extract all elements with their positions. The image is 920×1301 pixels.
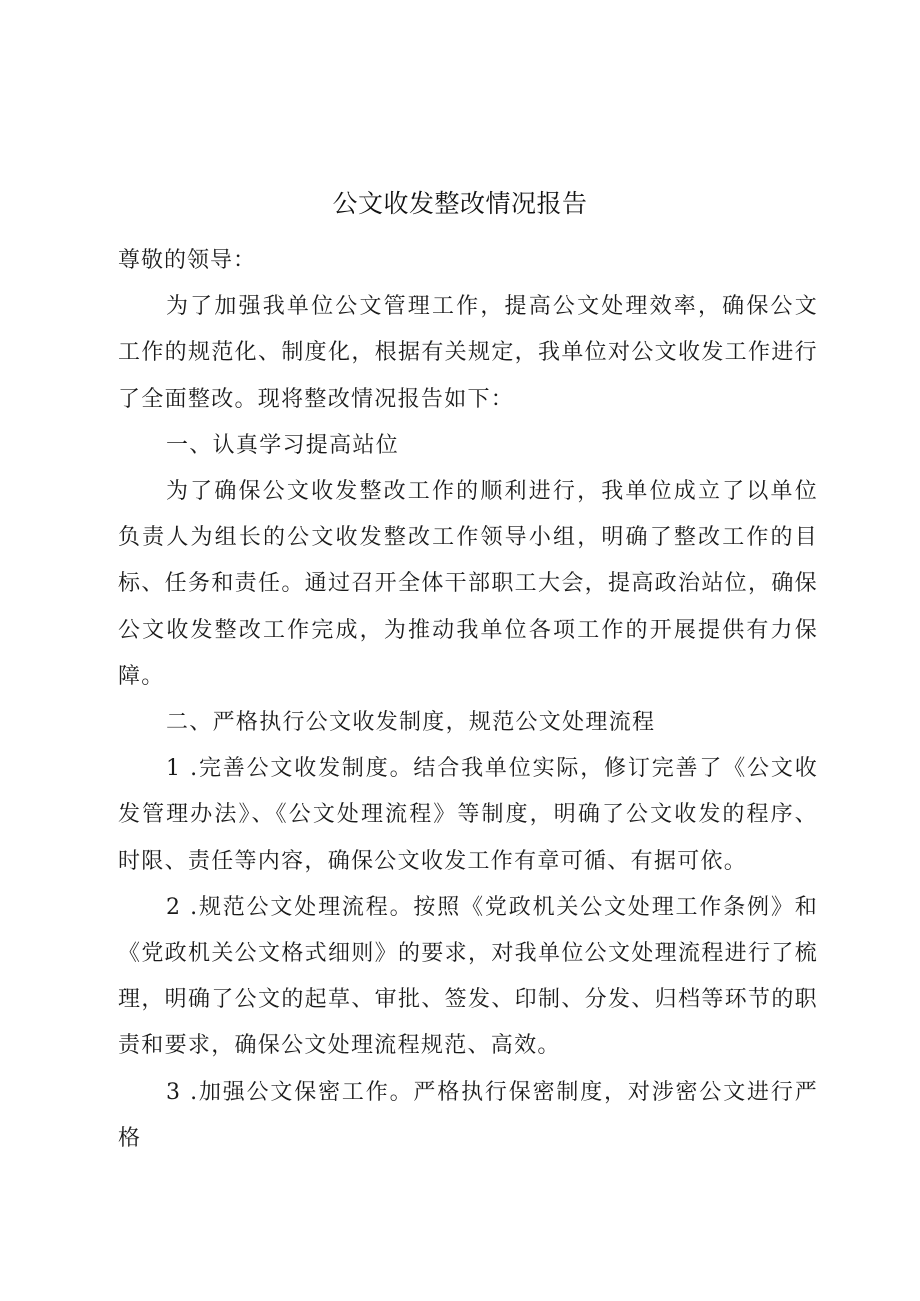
paragraph-section-1: 为了确保公文收发整改工作的顺利进行，我单位成立了以单位负责人为组长的公文收发整改工作领导小组，明确了整改工作的目标、任务和责任。通过召开全体干部职工大会，提高政治站位，确保公文收发整改工作完成，为推动我单位各项工作的开展提供有力保障。 [118,479,818,689]
paragraph-item-2: 2 .规范公文处理流程。按照《党政机关公文处理工作条例》和《党政机关公文格式细则》的要求，对我单位公文处理流程进行了梳理，明确了公文的起草、审批、签发、印制、分发、归档等环节的职责和要求，确保公文处理流程规范、高效。 [118,894,818,1059]
salutation: 尊敬的领导： [118,248,257,273]
paragraph-item-1: 1 .完善公文收发制度。结合我单位实际，修订完善了《公文收发管理办法》、《公文处理流程》等制度，明确了公文收发的程序、时限、责任等内容，确保公文收发工作有章可循、有据可依。 [118,756,818,874]
paragraph-intro: 为了加强我单位公文管理工作，提高公文处理效率，确保公文工作的规范化、制度化，根据有关规定，我单位对公文收发工作进行了全面整改。现将整改情况报告如下： [118,294,818,412]
section-heading-2: 二、严格执行公文收发制度，规范公文处理流程 [166,710,656,736]
document-body [118,238,818,1162]
section-heading-1: 一、认真学习提高站位 [166,432,400,458]
document-title: 公文收发整改情况报告 [332,189,588,218]
paragraph-item-3: 3 .加强公文保密工作。严格执行保密制度，对涉密公文进行严格 [118,1079,818,1151]
